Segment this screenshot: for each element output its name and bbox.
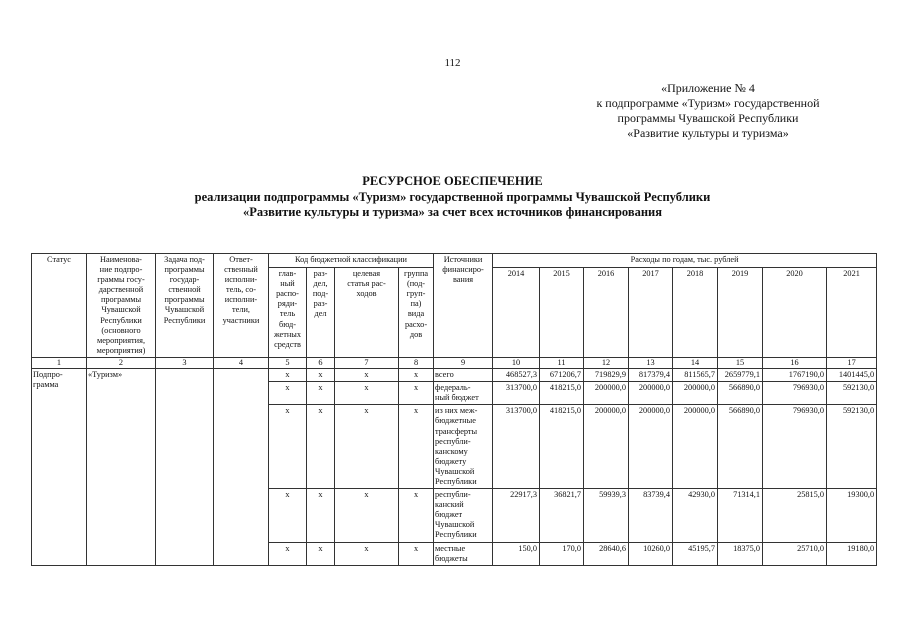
data-row bbox=[32, 369, 877, 382]
expense-value-cell: 71314,1 bbox=[718, 489, 763, 542]
column-number-row bbox=[32, 357, 877, 368]
budget-code-cell: х bbox=[269, 489, 307, 542]
budget-code-cell: х bbox=[399, 382, 434, 405]
appendix-line-1: «Приложение № 4 bbox=[661, 81, 755, 95]
expense-value-cell: 45195,7 bbox=[673, 542, 718, 565]
expense-value-cell: 671206,7 bbox=[540, 369, 584, 382]
expense-value-cell: 817379,4 bbox=[629, 369, 673, 382]
page-number: 112 bbox=[444, 57, 461, 69]
column-number: 17 bbox=[827, 357, 877, 368]
column-number: 3 bbox=[156, 357, 214, 368]
expense-value-cell: 592130,0 bbox=[827, 382, 877, 405]
header-year: 2019 bbox=[718, 268, 763, 358]
budget-code-cell: х bbox=[399, 542, 434, 565]
budget-code-cell: х bbox=[269, 382, 307, 405]
expense-value-cell: 83739,4 bbox=[629, 489, 673, 542]
expense-value-cell: 418215,0 bbox=[540, 405, 584, 489]
expense-value-cell: 200000,0 bbox=[673, 405, 718, 489]
budget-code-cell: х bbox=[307, 369, 335, 382]
header-razdel: раз- дел, под- раз- дел bbox=[307, 268, 335, 358]
title-line-3: «Развитие культуры и туризма» за счет всех источников финансирования bbox=[242, 205, 662, 219]
column-number: 6 bbox=[307, 357, 335, 368]
header-glav: глав- ный распо- ряди- тель бюд- жетных средств bbox=[269, 268, 307, 358]
budget-code-cell: х bbox=[335, 542, 399, 565]
title-line-1: РЕСУРСНОЕ ОБЕСПЕЧЕНИЕ bbox=[362, 174, 543, 188]
resource-table bbox=[31, 253, 877, 566]
header-year: 2014 bbox=[493, 268, 540, 358]
expense-value-cell: 19180,0 bbox=[827, 542, 877, 565]
expense-value-cell: 19300,0 bbox=[827, 489, 877, 542]
column-number: 2 bbox=[87, 357, 156, 368]
expense-value-cell: 313700,0 bbox=[493, 382, 540, 405]
expense-value-cell: 200000,0 bbox=[673, 382, 718, 405]
expense-value-cell: 25710,0 bbox=[763, 542, 827, 565]
budget-code-cell: х bbox=[307, 489, 335, 542]
expense-value-cell: 200000,0 bbox=[584, 405, 629, 489]
expense-value-cell: 566890,0 bbox=[718, 382, 763, 405]
header-gruppa: группа (под- груп- па) вида расхо- дов bbox=[399, 268, 434, 358]
header-year: 2016 bbox=[584, 268, 629, 358]
column-number: 5 bbox=[269, 357, 307, 368]
budget-code-cell: х bbox=[269, 369, 307, 382]
header-year: 2021 bbox=[827, 268, 877, 358]
budget-code-cell: х bbox=[399, 405, 434, 489]
expense-value-cell: 59939,3 bbox=[584, 489, 629, 542]
funding-source-cell: всего bbox=[434, 369, 493, 382]
column-number: 4 bbox=[214, 357, 269, 368]
column-number: 13 bbox=[629, 357, 673, 368]
header-expenses: Расходы по годам, тыс. рублей bbox=[493, 254, 877, 268]
appendix-reference bbox=[560, 81, 856, 141]
expense-value-cell: 418215,0 bbox=[540, 382, 584, 405]
appendix-line-3: программы Чувашской Республики bbox=[617, 111, 799, 125]
header-year: 2018 bbox=[673, 268, 718, 358]
column-number: 16 bbox=[763, 357, 827, 368]
expense-value-cell: 25815,0 bbox=[763, 489, 827, 542]
header-status: Статус bbox=[32, 254, 87, 358]
appendix-line-4: «Развитие культуры и туризма» bbox=[627, 126, 789, 140]
header-sources: Источники финансиро- вания bbox=[434, 254, 493, 358]
header-row-1 bbox=[32, 254, 877, 268]
column-number: 1 bbox=[32, 357, 87, 368]
expense-value-cell: 200000,0 bbox=[584, 382, 629, 405]
expense-value-cell: 1767190,0 bbox=[763, 369, 827, 382]
budget-code-cell: х bbox=[399, 369, 434, 382]
budget-code-cell: х bbox=[399, 489, 434, 542]
column-number: 9 bbox=[434, 357, 493, 368]
expense-value-cell: 200000,0 bbox=[629, 382, 673, 405]
expense-value-cell: 42930,0 bbox=[673, 489, 718, 542]
expense-value-cell: 566890,0 bbox=[718, 405, 763, 489]
budget-code-cell: х bbox=[335, 369, 399, 382]
column-number: 11 bbox=[540, 357, 584, 368]
column-number: 10 bbox=[493, 357, 540, 368]
budget-code-cell: х bbox=[335, 489, 399, 542]
budget-code-cell: х bbox=[307, 382, 335, 405]
expense-value-cell: 796930,0 bbox=[763, 382, 827, 405]
expense-value-cell: 811565,7 bbox=[673, 369, 718, 382]
expense-value-cell: 36821,7 bbox=[540, 489, 584, 542]
column-number: 7 bbox=[335, 357, 399, 368]
budget-code-cell: х bbox=[335, 405, 399, 489]
expense-value-cell: 22917,3 bbox=[493, 489, 540, 542]
expense-value-cell: 2659779,1 bbox=[718, 369, 763, 382]
expense-value-cell: 1401445,0 bbox=[827, 369, 877, 382]
header-celevaya: целевая статья рас- ходов bbox=[335, 268, 399, 358]
header-name: Наименова- ние подпро- граммы госу- дарственной программы Чувашской Республики (основного мероприятия, мероприятия) bbox=[87, 254, 156, 358]
column-number: 14 bbox=[673, 357, 718, 368]
task-cell bbox=[156, 369, 214, 566]
funding-source-cell: республи- канский бюджет Чувашской Республики bbox=[434, 489, 493, 542]
header-year: 2017 bbox=[629, 268, 673, 358]
expense-value-cell: 468527,3 bbox=[493, 369, 540, 382]
budget-code-cell: х bbox=[307, 405, 335, 489]
expense-value-cell: 200000,0 bbox=[629, 405, 673, 489]
status-cell: Подпро- грамма bbox=[32, 369, 87, 566]
budget-code-cell: х bbox=[335, 382, 399, 405]
title-line-2: реализации подпрограммы «Туризм» государственной программы Чувашской Республики bbox=[194, 189, 711, 204]
header-year: 2020 bbox=[763, 268, 827, 358]
header-budget-code: Код бюджетной классификации bbox=[269, 254, 434, 268]
expense-value-cell: 719829,9 bbox=[584, 369, 629, 382]
responsible-cell bbox=[214, 369, 269, 566]
expense-value-cell: 28640,6 bbox=[584, 542, 629, 565]
expense-value-cell: 796930,0 bbox=[763, 405, 827, 489]
header-year: 2015 bbox=[540, 268, 584, 358]
column-number: 15 bbox=[718, 357, 763, 368]
appendix-line-2: к подпрограмме «Туризм» государственной bbox=[596, 96, 820, 110]
header-task: Задача под- программы государ- ственной программы Чувашской Республики bbox=[156, 254, 214, 358]
expense-value-cell: 10260,0 bbox=[629, 542, 673, 565]
expense-value-cell: 18375,0 bbox=[718, 542, 763, 565]
document-title bbox=[0, 174, 905, 221]
column-number: 12 bbox=[584, 357, 629, 368]
funding-source-cell: местные бюджеты bbox=[434, 542, 493, 565]
expense-value-cell: 150,0 bbox=[493, 542, 540, 565]
column-number: 8 bbox=[399, 357, 434, 368]
funding-source-cell: из них меж- бюджетные трансферты республи- канскому бюджету Чувашской Республики bbox=[434, 405, 493, 489]
budget-code-cell: х bbox=[269, 542, 307, 565]
funding-source-cell: федераль- ный бюджет bbox=[434, 382, 493, 405]
budget-code-cell: х bbox=[269, 405, 307, 489]
expense-value-cell: 170,0 bbox=[540, 542, 584, 565]
header-responsible: Ответ- ственный исполни- тель, со- исполни- тели, участники bbox=[214, 254, 269, 358]
expense-value-cell: 592130,0 bbox=[827, 405, 877, 489]
expense-value-cell: 313700,0 bbox=[493, 405, 540, 489]
subprogram-name-cell: «Туризм» bbox=[87, 369, 156, 566]
budget-code-cell: х bbox=[307, 542, 335, 565]
